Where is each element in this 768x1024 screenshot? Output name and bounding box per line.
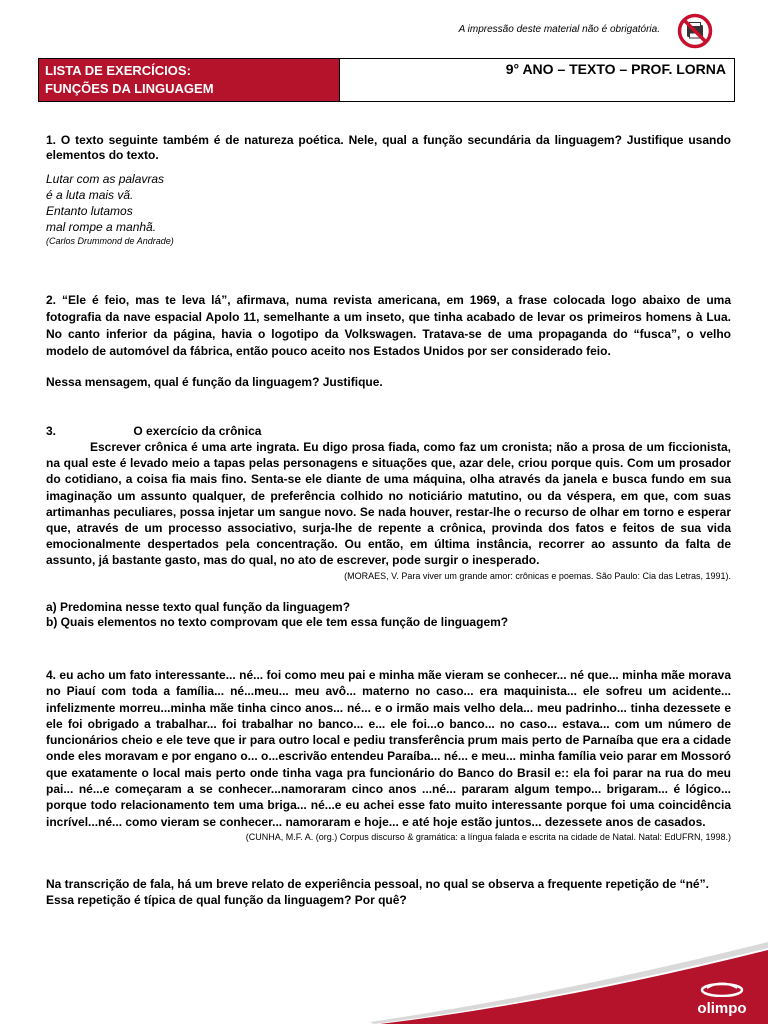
- question-4-prompt: [46, 876, 731, 908]
- poem: [46, 171, 731, 235]
- question-4: [46, 667, 731, 845]
- worksheet-title-line1: LISTA DE EXERCÍCIOS:: [45, 63, 191, 78]
- transcription-source: (CUNHA, M.F. A. (org.) Corpus discurso & gramática: a língua falada e escrita na cidade de Natal. Natal: EdUFRN, 1998.): [245, 831, 731, 842]
- poem-author: (Carlos Drummond de Andrade): [46, 236, 174, 246]
- question-3-items: [46, 600, 731, 630]
- worksheet-header: [38, 58, 735, 102]
- olimpo-logo-mark-icon: [699, 979, 745, 997]
- question-3-heading: [46, 424, 731, 439]
- poem-line: Lutar com as palavras: [46, 172, 165, 186]
- worksheet-title: [39, 59, 339, 101]
- question-2-text: 2. “Ele é feio, mas te leva lá”, afirmava, numa revista americana, em 1969, a frase colocada logo abaixo de uma fotografia da nave espacial Apolo 11, semelhante a um inseto, que tinha acabado de levar os primeiros homens à Lua. No canto inferior da página, havia o logotipo da Volkswagen. Tratava-se de uma propaganda do “fusca”, o velho modelo de automóvel da fábrica, então pouco aceito nos Estados Unidos por ser considerado feio.: [46, 293, 731, 358]
- class-info: 9° ANO – TEXTO – PROF. LORNA: [339, 59, 734, 101]
- question-2-question: Nessa mensagem, qual é função da linguagem? Justifique.: [46, 375, 383, 389]
- speech-transcription: 4. eu acho um fato interessante... né... foi como meu pai e minha mãe vieram se conhecer... né que... minha mãe morava no Piauí com toda a família... né...meu... meu avô... materno no caso... era maquinista... ele sofreu um acidente... infelizmente morreu...minha mãe tinha cinco anos... né... e o irmão mais velho dela... meu padrinho... tinha dezessete e ele foi obrigado a trabalhar... foi trabalhar no banco... e... ele foi...o banco... no caso... estava... com um número de funcionários cheio e ele teve que ir para outro local e pediu transferência prum mais perto de Parnaíba que era a cidade onde eles moravam e por engano o... o...escrivão entendeu Paraíba... né... e meu... minha família veio parar em Mossoró que exatamente o local mais perto onde tinha vaga pra funcionário do Banco do Brasil e:: ela foi parar na rua do meu pai... né...e começaram a se conhecer...namoraram cinco anos ...né... pararam algum tempo... brigaram... é lógico... porque todo relacionamento tem uma briga... né...e eu achei esse fato muito interessante porque foi uma coincidência incrível...né... como vieram se conhecer... namoraram e hoje... e até hoje estão juntos... dezessete anos de casados.: [46, 668, 731, 829]
- chronicle-source: (MORAES, V. Para viver um grande amor: crônicas e poemas. São Paulo: Cia das Letras, 1991).: [344, 570, 731, 581]
- olimpo-logo: [692, 979, 752, 1016]
- poem-line: mal rompe a manhã.: [46, 220, 157, 234]
- print-notice: A impressão deste material não é obrigatória.: [458, 24, 660, 35]
- poem-line: Entanto lutamos: [46, 204, 133, 218]
- chronicle-title: O exercício da crônica: [133, 424, 262, 438]
- question-1-text: 1. O texto seguinte também é de natureza poética. Nele, qual a função secundária da linguagem? Justifique usando elementos do texto.: [46, 133, 731, 162]
- question-3-number: 3.: [46, 424, 57, 438]
- olimpo-logo-text: olimpo: [697, 1000, 747, 1017]
- question-3: [46, 424, 731, 584]
- question-4-question: Na transcrição de fala, há um breve relato de experiência pessoal, no qual se observa a frequente repetição de “né”. Essa repetição é típica de qual função da linguagem? Por quê?: [46, 877, 709, 907]
- question-2-prompt: [46, 375, 731, 390]
- question-1: [46, 133, 731, 247]
- worksheet-title-line2: FUNÇÕES DA LINGUAGEM: [45, 81, 214, 96]
- chronicle-text: Escrever crônica é uma arte ingrata. Eu digo prosa fiada, como faz um cronista; não a prosa de um ficcionista, na qual este é levado meio a tapas pelas personagens e situações que, azar dele, criou porque quis. Com um prosador do cotidiano, a coisa fia mais fino. Senta-se ele diante de uma máquina, olha através da janela e busca fundo em sua imaginação um assunto qualquer, de preferência colhido no noticiário matutino, ou da véspera, em que, com suas artimanhas peculiares, possa injetar um sangue novo. Se nada houver, restar-lhe o recurso de olhar em torno e esperar que, através de um processo associativo, surja-lhe de repente a crônica, provinda dos fatos e feitos de sua vida emocionalmente despertados pela concentração. Ou então, em última instância, recorrer ao assunto da falta de assunto, já bastante gasto, mas do qual, no ato de escrever, pode surgir o inesperado.: [46, 440, 731, 568]
- footer-swoosh: [0, 924, 768, 1024]
- question-3-item-b: b) Quais elementos no texto comprovam que ele tem essa função de linguagem?: [46, 615, 509, 629]
- question-3-item-a: a) Predomina nesse texto qual função da linguagem?: [46, 600, 351, 614]
- no-print-icon: [677, 13, 713, 49]
- poem-line: é a luta mais vã.: [46, 188, 134, 202]
- question-2: [46, 292, 731, 360]
